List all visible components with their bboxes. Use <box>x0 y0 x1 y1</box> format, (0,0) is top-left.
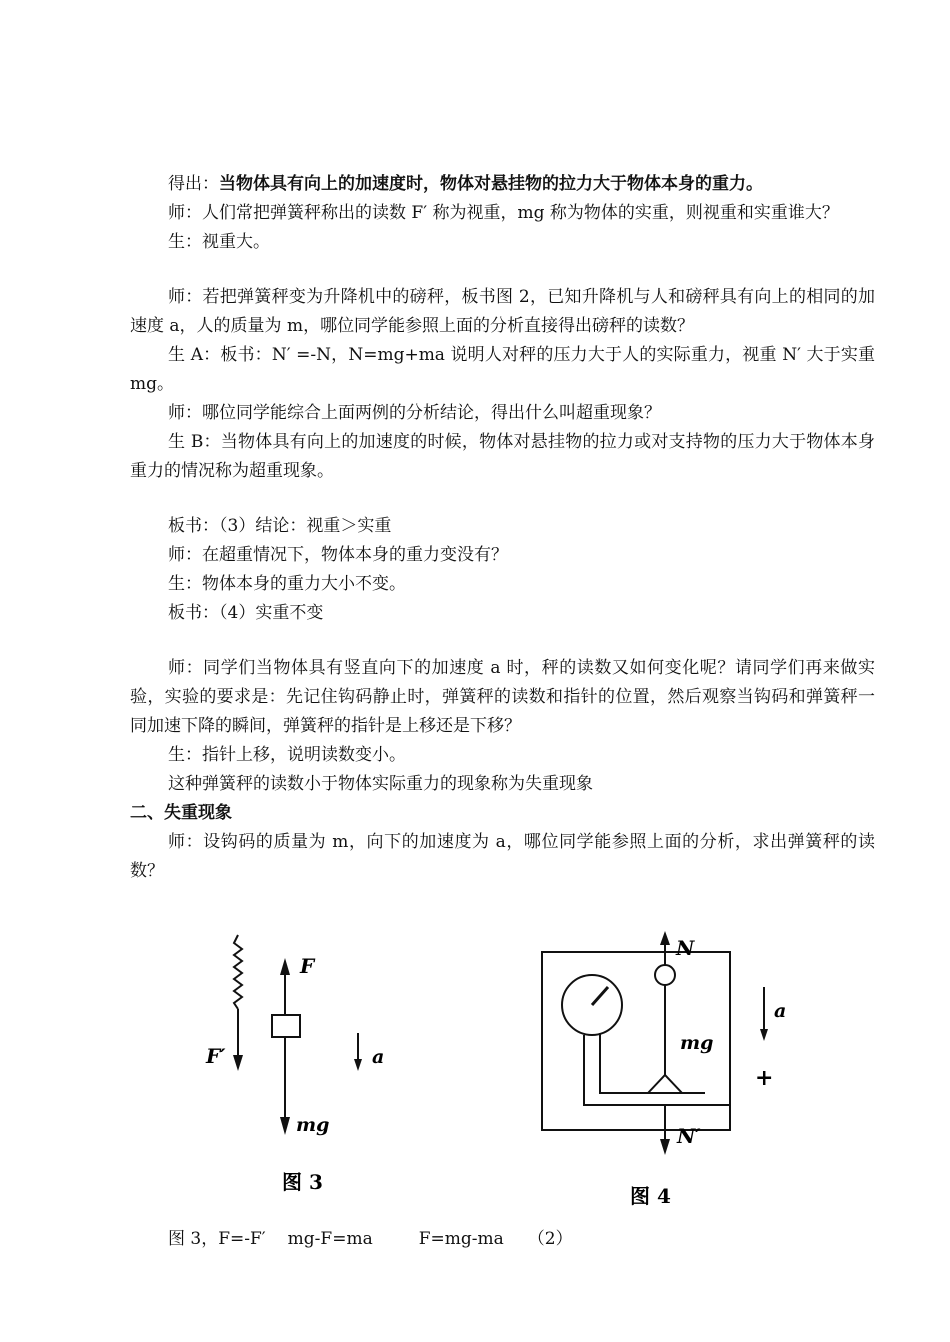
paragraph: 师：设钩码的质量为 m，向下的加速度为 a，哪位同学能参照上面的分析，求出弹簧秤的读数？ <box>130 832 875 881</box>
paragraph: 师：人们常把弹簧秤称出的读数 F′ 称为视重，mg 称为物体的实重，则视重和实重谁大？ <box>168 203 839 223</box>
body-text <box>130 170 875 886</box>
formula-part-1: 图 3，F=-F′ <box>168 1229 266 1249</box>
section-heading: 二、失重现象 <box>130 803 232 823</box>
paragraph: 生 B：当物体具有向上的加速度的时候，物体对悬挂物的拉力或对支持物的压力大于物体本身重力的情况称为超重现象。 <box>130 432 875 481</box>
formula-part-4: （2） <box>527 1229 573 1249</box>
paragraph: 师：若把弹簧秤变为升降机中的磅秤，板书图 2，已知升降机与人和磅秤具有向上的相同的加速度 a，人的质量为 m，哪位同学能参照上面的分析直接得出磅秤的读数？ <box>130 287 875 336</box>
label-a: a <box>774 1000 787 1022</box>
figure-4 <box>520 925 810 1215</box>
paragraph-conclusion <box>130 170 875 199</box>
label-mg: mg <box>296 1114 330 1136</box>
scale-pivot <box>648 1075 682 1093</box>
formula-part-3: F=mg-ma <box>418 1229 504 1249</box>
paragraph: 板书：（4）实重不变 <box>168 603 324 623</box>
arrowhead-icon <box>660 1139 670 1155</box>
paragraph: 板书：（3）结论：视重＞实重 <box>168 516 392 536</box>
arrowhead-icon <box>354 1059 362 1071</box>
person-head <box>655 965 675 985</box>
label-F: F <box>300 954 315 978</box>
formula-line <box>168 1224 573 1249</box>
paragraph: 师：同学们当物体具有竖直向下的加速度 a 时，秤的读数又如何变化呢？请同学们再来做实验，实验的要求是：先记住钩码静止时，弹簧秤的读数和指针的位置，然后观察当钩码和弹簧秤一同加速下降的瞬间，弹簧秤的指针是上移还是下移？ <box>130 658 875 736</box>
label-N-prime: N′ <box>677 1124 701 1148</box>
figure-3-caption: 图 3 <box>282 1170 323 1194</box>
figure-4-caption: 图 4 <box>630 1184 671 1208</box>
label-a: a <box>372 1046 385 1068</box>
arrowhead-icon <box>280 1117 290 1135</box>
arrowhead-icon <box>660 931 670 945</box>
figure-3 <box>190 925 410 1205</box>
paragraph: 生 A：板书：N′ =-N，N=mg+ma 说明人对秤的压力大于人的实际重力，视重 N′ 大于实重 mg。 <box>130 345 875 394</box>
arrowhead-icon <box>280 958 290 975</box>
arrowhead-icon <box>233 1055 243 1071</box>
conclusion-lead: 得出： <box>168 174 219 194</box>
label-plus: + <box>755 1065 774 1091</box>
conclusion-bold: 当物体具有向上的加速度时，物体对悬挂物的拉力大于物体本身的重力。 <box>219 174 763 194</box>
paragraph: 生：指针上移，说明读数变小。 <box>168 745 406 765</box>
label-F-prime: F′ <box>206 1044 226 1068</box>
arrowhead-icon <box>760 1029 768 1041</box>
spring-zigzag <box>234 935 242 1009</box>
formula-part-2: mg-F=ma <box>287 1229 373 1249</box>
scale-frame-inner <box>600 1033 648 1093</box>
paragraph: 生：物体本身的重力大小不变。 <box>168 574 406 594</box>
paragraph: 生：视重大。 <box>168 232 270 252</box>
paragraph: 师：在超重情况下，物体本身的重力变没有？ <box>168 545 508 565</box>
hook-weight-block <box>272 1015 300 1037</box>
label-mg: mg <box>680 1032 714 1054</box>
label-N: N <box>676 936 695 960</box>
paragraph: 师：哪位同学能综合上面两例的分析结论，得出什么叫超重现象？ <box>168 403 661 423</box>
paragraph: 这种弹簧秤的读数小于物体实际重力的现象称为失重现象 <box>168 774 593 794</box>
